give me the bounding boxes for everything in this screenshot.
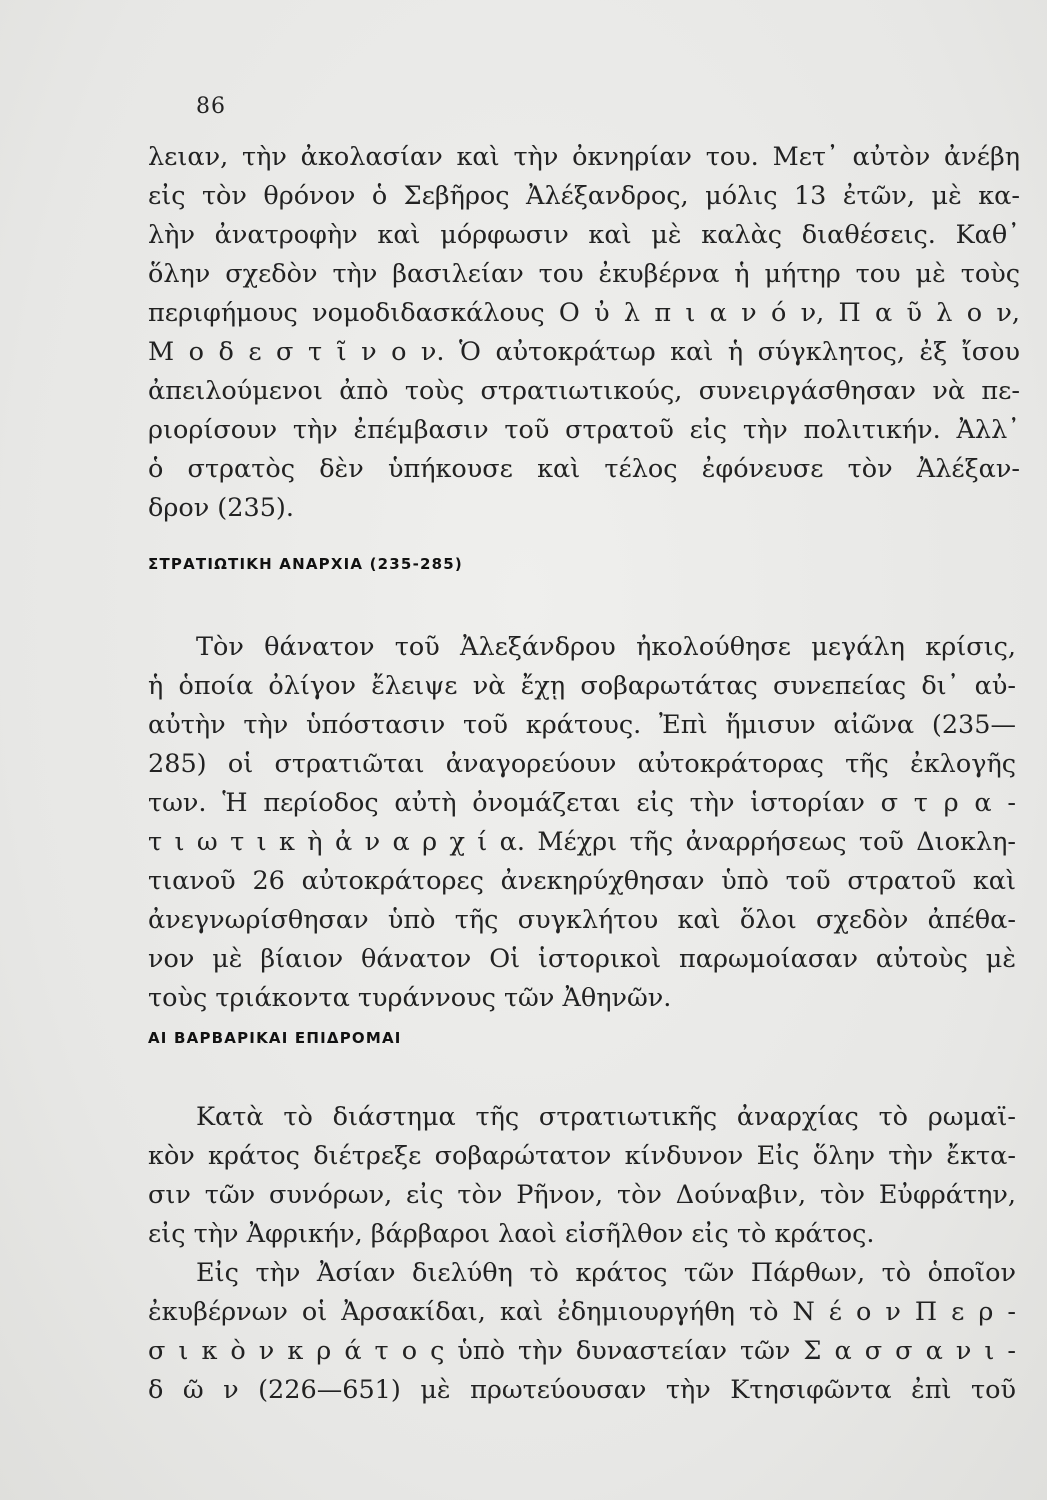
text-line: ἀνεγνωρίσθησαν ὑπὸ τῆς συγκλήτου καὶ ὅλοι σχεδὸν ἀπέθα- — [148, 905, 1016, 935]
text-line: Τὸν θάνατον τοῦ Ἀλεξάνδρου ἠκολούθησε μεγάλη κρίσις, — [196, 632, 1016, 662]
page-number: 86 — [196, 94, 226, 119]
text-line: εἰς τὸν θρόνον ὁ Σεβῆρος Ἀλέξανδρος, μόλις 13 ἐτῶν, μὲ κα- — [148, 181, 1020, 211]
text-line: λειαν, τὴν ἀκολασίαν καὶ τὴν ὀκνηρίαν του. Μετ᾽ αὐτὸν ἀνέβη — [148, 142, 1020, 172]
text-line: ὁ στρατὸς δὲν ὑπήκουσε καὶ τέλος ἐφόνευσε τὸν Ἀλέξαν- — [148, 454, 1020, 484]
text-line: δ ῶ ν (226—651) μὲ πρωτεύουσαν τὴν Κτησιφῶντα ἐπὶ τοῦ — [148, 1375, 1016, 1405]
text-line: νον μὲ βίαιον θάνατον Οἱ ἱστορικοὶ παρωμοίασαν αὐτοὺς μὲ — [148, 944, 1016, 974]
paragraph-continued — [148, 138, 1020, 528]
text-line: κὸν κράτος διέτρεξε σοβαρώτατον κίνδυνον Εἰς ὅλην τὴν ἔκτα- — [148, 1141, 1016, 1171]
text-line: ὅλην σχεδὸν τὴν βασιλείαν του ἐκυβέρνα ἡ μήτηρ του μὲ τοὺς — [148, 259, 1020, 289]
text-line: λὴν ἀνατροφὴν καὶ μόρφωσιν καὶ μὲ καλὰς διαθέσεις. Καθ᾽ — [148, 220, 1020, 250]
text-line: τοὺς τριάκοντα τυράννους τῶν Ἀθηνῶν. — [148, 983, 672, 1013]
text-line: ἐκυβέρνων οἱ Ἀρσακίδαι, καὶ ἐδημιουργήθη τὸ Ν έ ο ν Π ε ρ - — [148, 1297, 1016, 1327]
section-heading: ΣΤΡΑΤΙΩΤΙΚΗ ΑΝΑΡΧΙΑ (235-285) — [148, 555, 463, 573]
text-line: σ ι κ ὸ ν κ ρ ά τ ο ς ὑπὸ τὴν δυναστείαν τῶν Σ α σ σ α ν ι - — [148, 1336, 1016, 1366]
section-paragraph — [148, 1098, 1016, 1410]
text-line: περιφήμους νομοδιδασκάλους Ο ὐ λ π ι α ν ό ν, Π α ῦ λ ο ν, — [148, 298, 1020, 328]
text-line: 285) οἱ στρατιῶται ἀναγορεύουν αὐτοκράτορας τῆς ἐκλογῆς — [148, 749, 1016, 779]
text-line: τ ι ω τ ι κ ὴ ἀ ν α ρ χ ί α. Μέχρι τῆς ἀναρρήσεως τοῦ Διοκλη- — [148, 827, 1016, 857]
text-line: δρον (235). — [148, 493, 294, 523]
text-line: αὐτὴν τὴν ὑπόστασιν τοῦ κράτους. Ἐπὶ ἥμισυν αἰῶνα (235— — [148, 710, 1016, 740]
text-line: ριορίσουν τὴν ἐπέμβασιν τοῦ στρατοῦ εἰς τὴν πολιτικήν. Ἀλλ᾽ — [148, 415, 1020, 445]
text-line: Εἰς τὴν Ἀσίαν διελύθη τὸ κράτος τῶν Πάρθων, τὸ ὁποῖον — [196, 1258, 1016, 1288]
text-line: ἡ ὁποία ὀλίγον ἔλειψε νὰ ἔχῃ σοβαρωτάτας συνεπείας δι᾽ αὐ- — [148, 671, 1016, 701]
text-line: εἰς τὴν Ἀφρικήν, βάρβαροι λαοὶ εἰσῆλθον εἰς τὸ κράτος. — [148, 1219, 875, 1249]
text-line: των. Ἡ περίοδος αὐτὴ ὀνομάζεται εἰς τὴν ἱστορίαν σ τ ρ α - — [148, 788, 1016, 818]
section-heading: ΑΙ ΒΑΡΒΑΡΙΚΑΙ ΕΠΙΔΡΟΜΑΙ — [148, 1029, 402, 1047]
text-line: ἀπειλούμενοι ἀπὸ τοὺς στρατιωτικούς, συνειργάσθησαν νὰ πε- — [148, 376, 1020, 406]
text-line: τιανοῦ 26 αὐτοκράτορες ἀνεκηρύχθησαν ὑπὸ τοῦ στρατοῦ καὶ — [148, 866, 1016, 896]
text-line: Κατὰ τὸ διάστημα τῆς στρατιωτικῆς ἀναρχίας τὸ ρωμαϊ- — [196, 1102, 1016, 1132]
section-paragraph — [148, 628, 1016, 1018]
text-line: σιν τῶν συνόρων, εἰς τὸν Ρῆνον, τὸν Δούναβιν, τὸν Εὐφράτην, — [148, 1180, 1016, 1210]
text-line: Μ ο δ ε σ τ ῖ ν ο ν. Ὁ αὐτοκράτωρ καὶ ἡ σύγκλητος, ἐξ ἴσου — [148, 337, 1020, 367]
